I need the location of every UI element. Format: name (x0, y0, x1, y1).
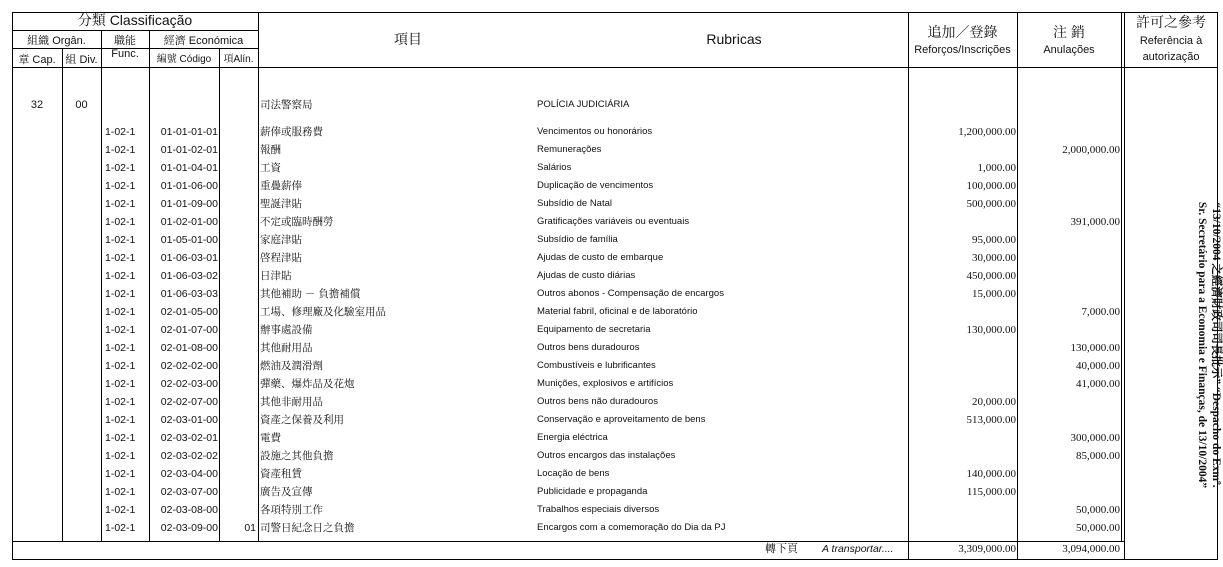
row-func: 1-02-1 (105, 306, 136, 318)
row-rubrica-zh: 設施之其他負擔 (260, 450, 334, 462)
anulacoes-zh-header: 注 銷 (1053, 24, 1085, 40)
row-code: 02-02-03-00 (160, 378, 218, 390)
referencia-header-2: autorização (1142, 51, 1200, 63)
row-rubrica-zh: 重疊薪俸 (260, 180, 302, 192)
table-row (0, 519, 1220, 537)
row-func: 1-02-1 (105, 126, 136, 138)
table-row (0, 375, 1220, 393)
row-rubrica-pt: Outros bens duradouros (537, 342, 640, 353)
row-rubrica-pt: Munições, explosivos e artifícios (537, 378, 674, 389)
row-rubrica-pt: Outros bens não duradouros (537, 396, 658, 407)
table-row (0, 159, 1220, 177)
row-code: 01-05-01-00 (160, 234, 218, 246)
row-rubrica-zh: 其他非耐用品 (260, 396, 323, 408)
row-anulacoes: 391,000.00 (1070, 216, 1120, 228)
row-rubrica-pt: Ajudas de custo de embarque (537, 252, 664, 263)
row-rubrica-zh: 資產租賃 (260, 468, 302, 480)
row-reforcos: 513,000.00 (966, 414, 1016, 426)
row-func: 1-02-1 (105, 342, 136, 354)
row-rubrica-pt: Subsídio de Natal (537, 198, 612, 209)
row-func: 1-02-1 (105, 162, 136, 174)
row-anulacoes: 7,000.00 (1081, 306, 1120, 318)
row-func: 1-02-1 (105, 414, 136, 426)
row-code: 02-03-01-00 (160, 414, 218, 426)
row-rubrica-zh: 工場、修理廠及化驗室用品 (260, 306, 386, 318)
footer-row (0, 540, 1220, 558)
row-rubrica-zh: 聖誕津貼 (260, 198, 302, 210)
row-rubrica-pt: Vencimentos ou honorários (537, 126, 653, 137)
table-row (0, 393, 1220, 411)
row-reforcos: 450,000.00 (966, 270, 1016, 282)
row-func: 1-02-1 (105, 198, 136, 210)
func-zh-header: 職能 (114, 35, 136, 47)
row-func: 1-02-1 (105, 432, 136, 444)
row-rubrica-zh: 日津貼 (260, 270, 292, 282)
row-rubrica-zh: 各項特別工作 (260, 504, 323, 516)
row-code: 02-03-04-00 (160, 468, 218, 480)
row-code: 02-01-07-00 (160, 324, 218, 336)
row-anulacoes: 50,000.00 (1076, 504, 1120, 516)
carry-pt: A transportar.... (822, 543, 894, 555)
row-func: 1-02-1 (105, 396, 136, 408)
row-reforcos: 30,000.00 (972, 252, 1016, 264)
row-code: 01-01-02-01 (160, 144, 218, 156)
func-header: Func. (111, 48, 139, 60)
row-code: 01-06-03-03 (160, 288, 218, 300)
row-func: 1-02-1 (105, 468, 136, 480)
row-anulacoes: 2,000,000.00 (1062, 144, 1120, 156)
cap-header: 章 Cap. (18, 54, 56, 66)
row-reforcos: 95,000.00 (972, 234, 1016, 246)
row-rubrica-zh: 報酬 (260, 144, 281, 156)
row-rubrica-pt: Locação de bens (537, 468, 610, 479)
table-row (0, 321, 1220, 339)
row-func: 1-02-1 (105, 270, 136, 282)
row-rubrica-pt: Salários (537, 162, 572, 173)
item-zh-header: 項目 (394, 31, 422, 47)
row-rubrica-pt: Energia eléctrica (537, 432, 608, 443)
row-rubrica-zh: 家庭津貼 (260, 234, 302, 246)
row-reforcos: 130,000.00 (966, 324, 1016, 336)
section-name-zh: 司法警察局 (260, 99, 313, 111)
total-anulacoes: 3,094,000.00 (1062, 543, 1120, 555)
table-row (0, 429, 1220, 447)
alin-header: 項Alín. (223, 54, 254, 65)
row-code: 02-02-02-00 (160, 360, 218, 372)
row-func: 1-02-1 (105, 144, 136, 156)
row-anulacoes: 300,000.00 (1070, 432, 1120, 444)
referencia-zh-header: 許可之參考 (1136, 14, 1206, 30)
anulacoes-header: Anulações (1043, 44, 1095, 56)
row-func: 1-02-1 (105, 450, 136, 462)
row-func: 1-02-1 (105, 234, 136, 246)
referencia-header-1: Referência à (1139, 35, 1203, 47)
row-rubrica-pt: Outros encargos das instalações (537, 450, 676, 461)
row-rubrica-zh: 資產之保養及利用 (260, 414, 344, 426)
row-rubrica-pt: Equipamento de secretaria (537, 324, 651, 335)
row-rubrica-pt: Publicidade e propaganda (537, 486, 648, 497)
row-func: 1-02-1 (105, 378, 136, 390)
row-reforcos: 100,000.00 (966, 180, 1016, 192)
classification-header: 分類 Classificação (77, 12, 193, 28)
row-rubrica-pt: Remunerações (537, 144, 602, 155)
row-rubrica-zh: 彈藥、爆炸品及花炮 (260, 378, 355, 390)
authorization-reference (1132, 190, 1222, 490)
total-reforcos: 3,309,000.00 (958, 543, 1016, 555)
table-row (0, 195, 1220, 213)
row-rubrica-pt: Trabalhos especiais diversos (537, 504, 660, 515)
row-rubrica-pt: Subsídio de família (537, 234, 618, 245)
row-code: 01-06-03-01 (160, 252, 218, 264)
row-rubrica-zh: 燃油及潤滑劑 (260, 360, 323, 372)
row-rubrica-pt: Ajudas de custo diárias (537, 270, 636, 281)
row-rubrica-zh: 廣告及宣傳 (260, 486, 313, 498)
row-rubrica-pt: Duplicação de vencimentos (537, 180, 654, 191)
row-rubrica-pt: Gratificações variáveis ou eventuais (537, 216, 690, 227)
row-func: 1-02-1 (105, 486, 136, 498)
table-row (0, 339, 1220, 357)
section-name-pt: POLÍCIA JUDICIÁRIA (537, 99, 630, 110)
row-code: 01-01-09-00 (160, 198, 218, 210)
row-rubrica-zh: 啓程津貼 (260, 252, 302, 264)
row-reforcos: 20,000.00 (972, 396, 1016, 408)
row-func: 1-02-1 (105, 252, 136, 264)
row-func: 1-02-1 (105, 180, 136, 192)
row-code: 02-01-08-00 (160, 342, 218, 354)
row-code: 02-03-08-00 (160, 504, 218, 516)
table-row (0, 411, 1220, 429)
row-rubrica-zh: 其他耐用品 (260, 342, 313, 354)
div-header: 組 Div. (65, 54, 98, 66)
header-line (12, 67, 1218, 68)
row-rubrica-zh: 不定或臨時酬勞 (260, 216, 334, 228)
row-code: 01-01-06-00 (160, 180, 218, 192)
row-anulacoes: 40,000.00 (1076, 360, 1120, 372)
row-code: 02-03-09-00 (160, 522, 218, 534)
row-rubrica-zh: 薪俸或服務費 (260, 126, 323, 138)
section-cap: 32 (30, 99, 44, 111)
row-alin: 01 (244, 522, 256, 534)
row-rubrica-zh: 電費 (260, 432, 281, 444)
row-code: 02-03-02-02 (160, 450, 218, 462)
table-row (0, 123, 1220, 141)
rubricas-header: Rubricas (706, 31, 762, 47)
row-code: 01-02-01-00 (160, 216, 218, 228)
row-rubrica-zh: 司警日紀念日之負擔 (260, 522, 355, 534)
table-row (0, 483, 1220, 501)
row-rubrica-zh: 辦事處設備 (260, 324, 313, 336)
row-anulacoes: 130,000.00 (1070, 342, 1120, 354)
economic-header: 經濟 Económica (163, 35, 244, 47)
table-row (0, 285, 1220, 303)
section-row (0, 96, 1220, 114)
row-code: 01-01-04-01 (160, 162, 218, 174)
table-row (0, 141, 1220, 159)
row-func: 1-02-1 (105, 504, 136, 516)
table-row (0, 267, 1220, 285)
row-reforcos: 1,000.00 (977, 162, 1016, 174)
table-row (0, 465, 1220, 483)
header-line (12, 30, 258, 31)
row-func: 1-02-1 (105, 216, 136, 228)
row-anulacoes: 85,000.00 (1076, 450, 1120, 462)
row-rubrica-pt: Outros abonos - Compensação de encargos (537, 288, 724, 299)
table-row (0, 177, 1220, 195)
row-anulacoes: 50,000.00 (1076, 522, 1120, 534)
table-row (0, 501, 1220, 519)
row-rubrica-pt: Conservação e aproveitamento de bens (537, 414, 706, 425)
row-code: 02-03-07-00 (160, 486, 218, 498)
table-row (0, 213, 1220, 231)
row-reforcos: 500,000.00 (966, 198, 1016, 210)
row-reforcos: 15,000.00 (972, 288, 1016, 300)
row-reforcos: 1,200,000.00 (958, 126, 1016, 138)
row-code: 02-02-07-00 (160, 396, 218, 408)
table-row (0, 249, 1220, 267)
row-func: 1-02-1 (105, 324, 136, 336)
row-rubrica-pt: Combustíveis e lubrificantes (537, 360, 656, 371)
carry-zh: 轉下頁 (765, 543, 798, 555)
row-reforcos: 115,000.00 (966, 486, 1016, 498)
row-reforcos: 140,000.00 (966, 468, 1016, 480)
row-rubrica-pt: Material fabril, oficinal e de laboratório (537, 306, 698, 317)
row-code: 01-06-03-02 (160, 270, 218, 282)
row-func: 1-02-1 (105, 360, 136, 372)
section-div: 00 (75, 99, 88, 111)
table-row (0, 231, 1220, 249)
row-anulacoes: 41,000.00 (1076, 378, 1120, 390)
row-rubrica-zh: 工資 (260, 162, 281, 174)
row-func: 1-02-1 (105, 288, 136, 300)
row-code: 02-01-05-00 (160, 306, 218, 318)
reforcos-header: Reforços/Inscrições (914, 44, 1011, 56)
table-row (0, 357, 1220, 375)
reforcos-zh-header: 追加／登錄 (927, 24, 998, 40)
codigo-header: 編號 Código (156, 54, 212, 65)
row-code: 02-03-02-01 (160, 432, 218, 444)
table-row (0, 303, 1220, 321)
row-rubrica-pt: Encargos com a comemoração do Dia da PJ (537, 522, 726, 533)
row-code: 01-01-01-01 (160, 126, 218, 138)
table-row (0, 447, 1220, 465)
row-func: 1-02-1 (105, 522, 136, 534)
row-rubrica-zh: 其他補助 － 負擔補償 (260, 288, 361, 300)
organ-header: 組織 Orgân. (27, 35, 86, 47)
authorization-text: “13/10/2004 之經濟財政司司長批示” “Despacho do Exmº. Sr. Secretário para a Economia e Finanças, de 13/10/2004” (1196, 201, 1222, 489)
